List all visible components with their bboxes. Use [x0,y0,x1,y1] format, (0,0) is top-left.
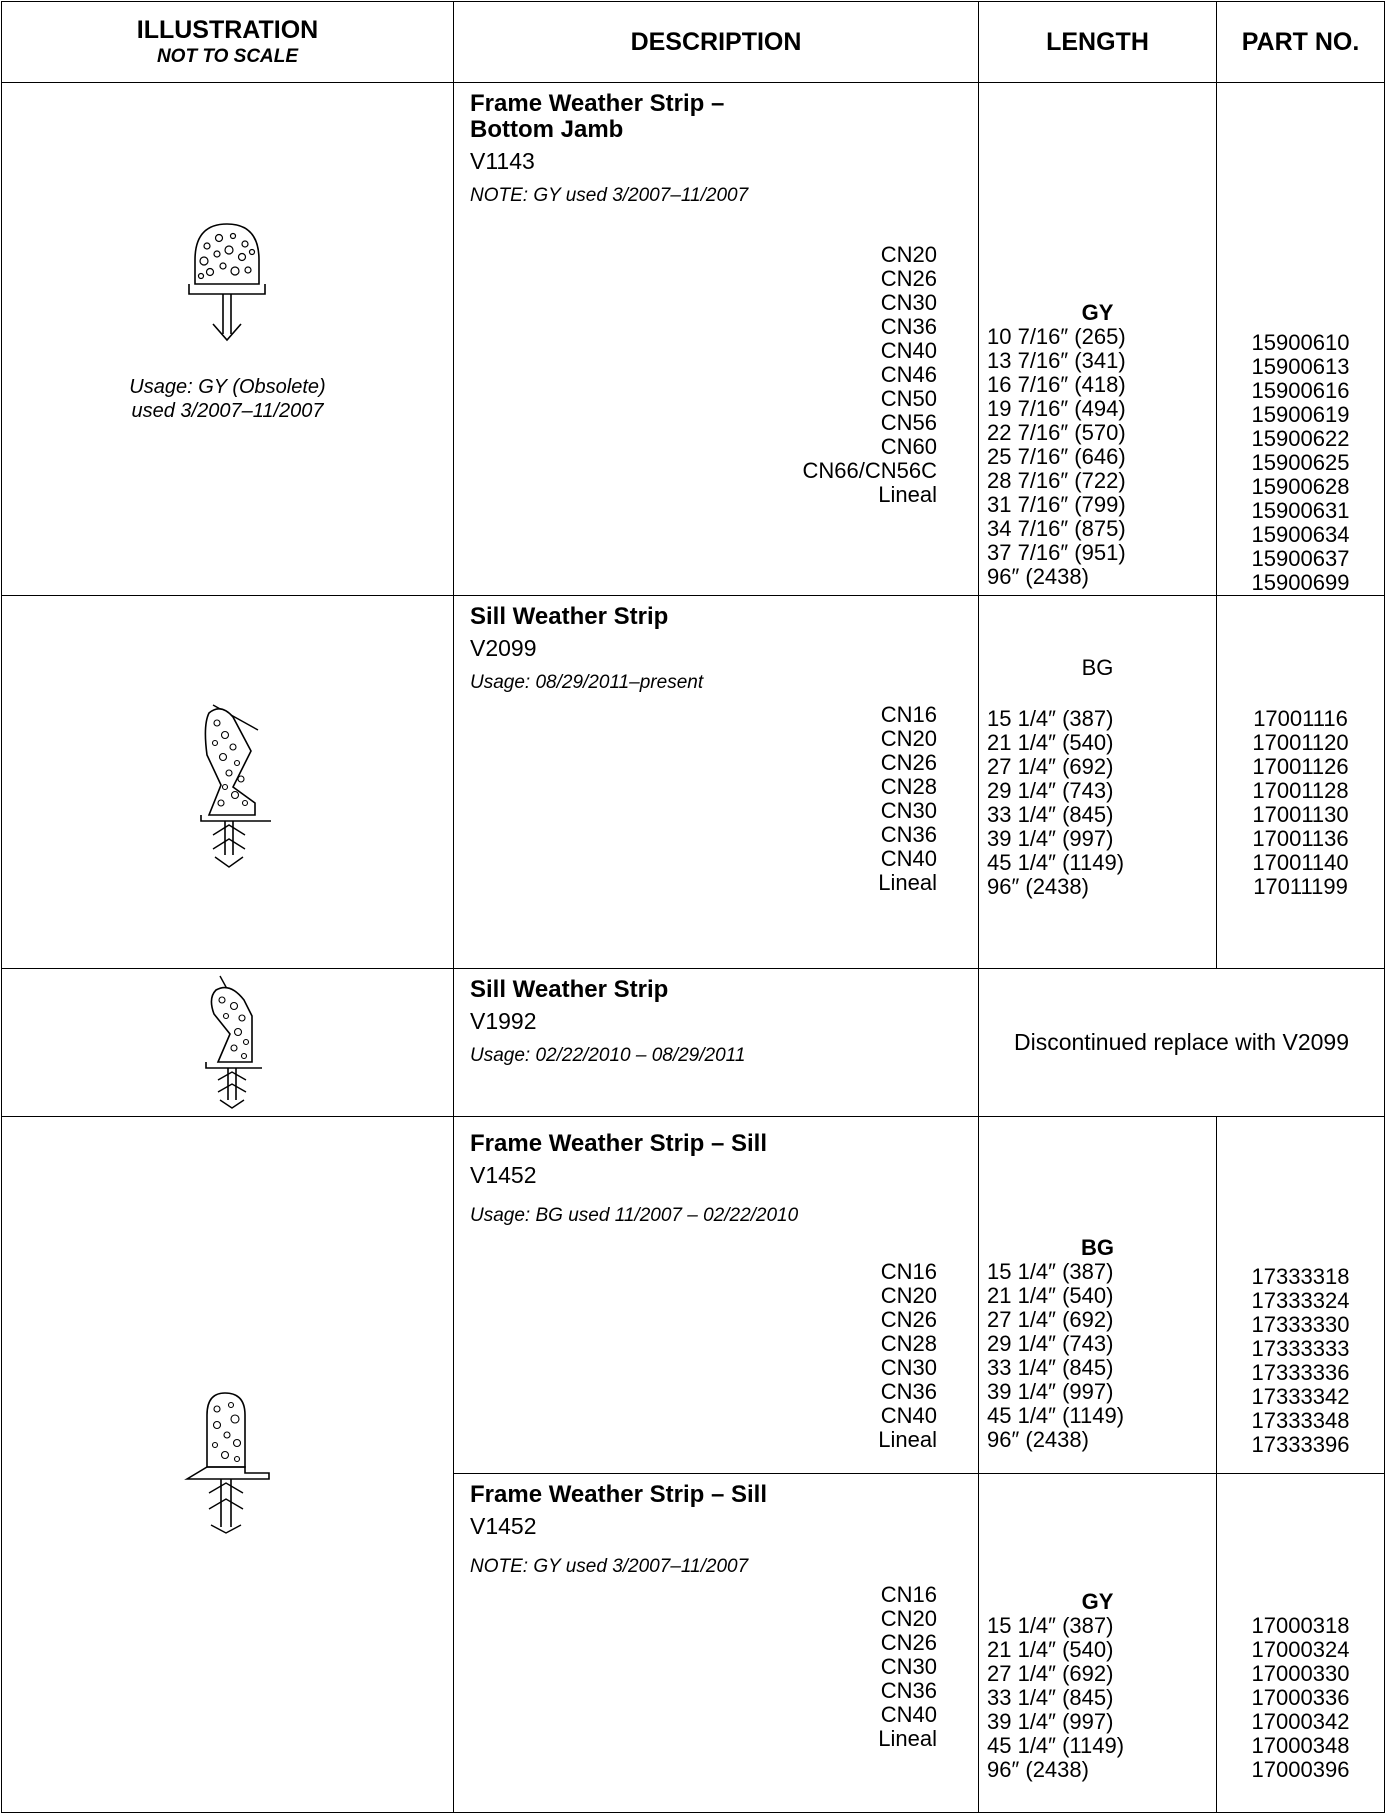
part-number: 17000324 [1251,1637,1350,1662]
length-value: 29 1/4″ (743) [987,778,1114,803]
model-list [454,1260,978,1452]
part-number-cell [1217,83,1385,596]
header-illustration-sub: NOT TO SCALE [156,46,299,67]
item-code: V2099 [470,635,537,661]
part-number: 17333396 [1251,1432,1350,1457]
header-illustration [2,2,454,83]
part-number: 17001130 [1252,802,1349,827]
description-cell [454,969,979,1117]
part-number: 17333348 [1251,1408,1350,1433]
length-value: 21 1/4″ (540) [987,1283,1114,1308]
description-cell [454,1117,979,1474]
illustration-cell [2,1117,454,1813]
header-length: LENGTH [979,2,1217,83]
model-cell: CN26 [880,750,937,775]
model-cell: CN28 [880,774,937,799]
length-value: 31 7/16″ (799) [987,492,1126,517]
model-cell: CN36 [880,1678,937,1703]
model-cell: CN28 [880,1331,937,1356]
item-title: Frame Weather Strip – Bottom Jamb [470,90,725,143]
discontinued-notice: Discontinued replace with V2099 [979,969,1385,1117]
section-v2099 [2,596,1385,969]
part-number: 17000336 [1251,1685,1350,1710]
model-cell: CN30 [880,798,937,823]
model-cell: CN26 [880,266,937,291]
length-value: 25 7/16″ (646) [987,444,1126,469]
length-value: 39 1/4″ (997) [987,1379,1114,1404]
model-cell: CN66/CN56C [802,458,937,483]
model-cell: CN20 [880,1606,937,1631]
part-number-cell [1217,1117,1385,1474]
part-number: 15900625 [1251,450,1350,475]
color-label: BG [1081,655,1114,680]
illustration-cell [2,83,454,596]
length-list [979,1614,1216,1782]
color-label: BG [1081,1235,1114,1260]
length-value: 10 7/16″ (265) [987,324,1126,349]
length-value: 33 1/4″ (845) [987,1355,1114,1380]
model-cell: CN36 [880,314,937,339]
length-value: 21 1/4″ (540) [987,730,1114,755]
length-value: 15 1/4″ (387) [987,706,1114,731]
part-number: 17333336 [1251,1360,1350,1385]
length-value: 27 1/4″ (692) [987,1661,1114,1686]
part-number-cell [1217,596,1385,969]
model-cell: CN40 [880,338,937,363]
length-list [979,707,1216,899]
item-title: Sill Weather Strip [470,603,669,630]
part-number: 15900619 [1251,402,1350,427]
part-number-list [1217,1614,1384,1782]
part-number: 15900628 [1251,474,1350,499]
model-list [454,703,978,895]
part-number: 17001126 [1252,754,1349,779]
item-title: Sill Weather Strip [470,976,669,1003]
item-code: V1452 [470,1513,537,1539]
length-value: 96″ (2438) [987,564,1089,589]
part-number: 15900613 [1251,354,1350,379]
length-value: 96″ (2438) [987,1757,1089,1782]
length-cell [979,596,1217,969]
length-cell [979,1474,1217,1813]
model-cell: CN60 [880,434,937,459]
model-cell: Lineal [878,482,937,507]
length-value: 29 1/4″ (743) [987,1331,1114,1356]
color-label: GY [1081,300,1114,325]
item-title: Frame Weather Strip – Sill [470,1130,767,1157]
part-number: 17333324 [1251,1288,1350,1313]
length-value: 15 1/4″ (387) [987,1613,1114,1638]
item-note: Usage: 02/22/2010 – 08/29/2011 [470,1045,746,1066]
section-v1992 [2,969,1385,1117]
part-number: 15900637 [1251,546,1350,571]
length-value: 34 7/16″ (875) [987,516,1126,541]
item-code: V1452 [470,1162,537,1188]
length-value: 33 1/4″ (845) [987,1685,1114,1710]
length-value: 27 1/4″ (692) [987,1307,1114,1332]
model-cell: CN20 [880,726,937,751]
length-value: 37 7/16″ (951) [987,540,1126,565]
part-number: 17333330 [1251,1312,1350,1337]
model-cell: CN36 [880,1379,937,1404]
part-number: 15900622 [1251,426,1350,451]
illustration-cell [2,596,454,969]
length-value: 96″ (2438) [987,874,1089,899]
model-cell: CN16 [880,702,937,727]
length-value: 22 7/16″ (570) [987,420,1126,445]
length-value: 39 1/4″ (997) [987,826,1114,851]
model-cell: CN40 [880,1702,937,1727]
description-cell [454,83,979,596]
model-cell: CN20 [880,1283,937,1308]
length-value: 45 1/4″ (1149) [987,850,1125,875]
model-cell: CN40 [880,846,937,871]
part-number-list [1217,1265,1384,1457]
part-number: 17333333 [1251,1336,1350,1361]
item-note: Usage: BG used 11/2007 – 02/22/2010 [470,1205,799,1226]
model-cell: Lineal [878,870,937,895]
illustration-cell [2,969,454,1117]
part-number: 17333318 [1251,1264,1350,1289]
model-cell: CN30 [880,1654,937,1679]
length-value: 45 1/4″ (1149) [987,1733,1125,1758]
part-number: 17000348 [1251,1733,1350,1758]
header-illustration-label: ILLUSTRATION [136,16,319,44]
model-cell: CN30 [880,1355,937,1380]
model-cell: CN20 [880,242,937,267]
length-list [979,325,1216,589]
length-value: 19 7/16″ (494) [987,396,1126,421]
part-number: 17001136 [1252,826,1349,851]
part-number: 17001120 [1252,730,1349,755]
bottom-jamb-profile-illustration [177,216,277,356]
length-value: 96″ (2438) [987,1427,1089,1452]
length-value: 33 1/4″ (845) [987,802,1114,827]
item-title: Frame Weather Strip – Sill [470,1481,767,1508]
part-number: 15900631 [1251,498,1350,523]
part-number-list [1217,707,1384,899]
part-number: 17001116 [1253,706,1348,731]
model-cell: CN56 [880,410,937,435]
description-cell [454,1474,979,1813]
part-number: 15900699 [1251,570,1350,595]
model-cell: CN50 [880,386,937,411]
length-value: 45 1/4″ (1149) [987,1403,1125,1428]
item-note: Usage: 08/29/2011–present [470,672,704,693]
part-number: 17000330 [1251,1661,1350,1686]
model-cell: CN16 [880,1259,937,1284]
length-value: 16 7/16″ (418) [987,372,1126,397]
header-description: DESCRIPTION [454,2,979,83]
sill-weather-strip-v1992-illustration [178,970,278,1110]
usage-caption: Usage: GY (Obsolete) used 3/2007–11/2007 [129,375,326,422]
model-cell: CN16 [880,1582,937,1607]
model-list [454,243,978,507]
model-cell: CN36 [880,822,937,847]
model-cell: CN40 [880,1403,937,1428]
length-value: 28 7/16″ (722) [987,468,1126,493]
description-cell [454,596,979,969]
part-number: 17011199 [1253,874,1348,899]
model-cell: CN46 [880,362,937,387]
item-note: NOTE: GY used 3/2007–11/2007 [470,1556,749,1577]
frame-weather-strip-sill-illustration [173,1387,283,1537]
header-part-no: PART NO. [1217,2,1385,83]
length-value: 21 1/4″ (540) [987,1637,1114,1662]
length-value: 39 1/4″ (997) [987,1709,1114,1734]
color-label: GY [1081,1589,1114,1614]
part-number: 17000342 [1251,1709,1350,1734]
model-cell: CN30 [880,290,937,315]
part-number: 15900610 [1251,330,1350,355]
part-number-list [1217,331,1384,595]
model-cell: Lineal [878,1427,937,1452]
item-code: V1992 [470,1008,537,1034]
model-cell: Lineal [878,1726,937,1751]
length-cell [979,1117,1217,1474]
model-list [454,1583,978,1751]
part-number-cell [1217,1474,1385,1813]
part-number: 17001140 [1252,850,1349,875]
item-note: NOTE: GY used 3/2007–11/2007 [470,185,749,206]
part-number: 17001128 [1252,778,1349,803]
part-number: 15900634 [1251,522,1350,547]
model-cell: CN26 [880,1307,937,1332]
part-number: 15900616 [1251,378,1350,403]
sill-weather-strip-v2099-illustration [173,695,283,875]
header-row [2,2,1385,83]
part-number: 17000318 [1251,1613,1350,1638]
length-value: 13 7/16″ (341) [987,348,1126,373]
parts-table [1,1,1385,1813]
model-cell: CN26 [880,1630,937,1655]
item-code: V1143 [470,148,535,174]
part-number: 17333342 [1251,1384,1350,1409]
part-number: 17000396 [1251,1757,1350,1782]
section-v1452-bg [2,1117,1385,1474]
section-v1143 [2,83,1385,596]
length-list [979,1260,1216,1452]
length-value: 27 1/4″ (692) [987,754,1114,779]
length-cell [979,83,1217,596]
length-value: 15 1/4″ (387) [987,1259,1114,1284]
